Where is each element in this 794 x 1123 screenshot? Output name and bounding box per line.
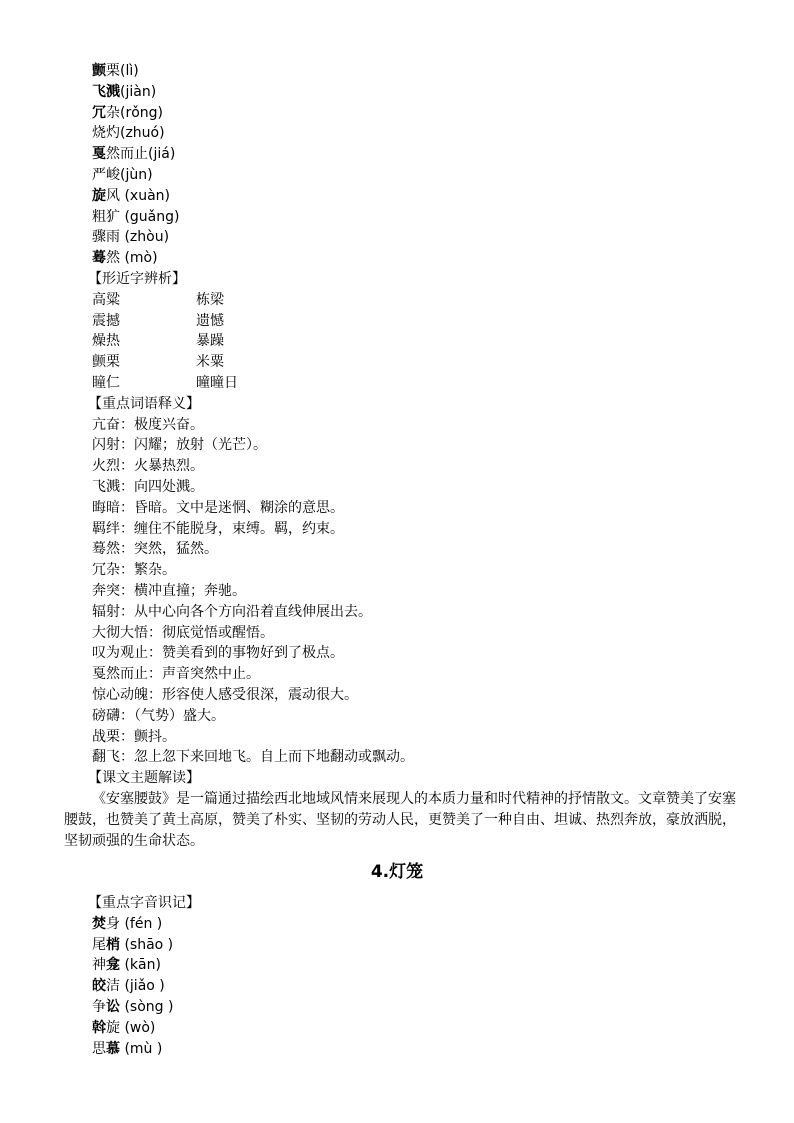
section-heading-zhuti: 【课文主题解读】 [88, 770, 200, 787]
ciyu-list [92, 415, 732, 769]
ciyu-item: 叹为观止：赞美看到的事物好到了极点。 [92, 645, 344, 662]
pinyin-text: 身 (fén ) [106, 915, 163, 932]
pair-word-b: 栋梁 [196, 291, 224, 308]
section-heading-ziyin: 【重点字音识记】 [88, 895, 200, 911]
pinyin-item [92, 207, 732, 228]
pinyin-item [92, 61, 732, 82]
pinyin-text: 然而止(jiá) [106, 146, 176, 163]
ciyu-item: 奔突：横冲直撞；奔驰。 [92, 582, 246, 599]
pinyin-text: 骤雨 (zhòu) [92, 229, 170, 246]
pair-word-a: 震撼 [92, 312, 120, 329]
pinyin-item [92, 82, 732, 103]
pinyin-item [92, 227, 732, 248]
xingjin-pair [92, 290, 732, 311]
pinyin-bold: 旋 [92, 187, 106, 204]
pinyin-text: 洁 (jiǎo ) [106, 978, 165, 995]
pair-word-b: 曈曈日 [196, 374, 238, 391]
pinyin-text: 栗(lì) [106, 63, 139, 79]
ciyu-item: 戛然而止：声音突然中止。 [92, 666, 260, 683]
pinyin-bold: 梢 [106, 936, 120, 953]
ciyu-item: 战栗：颤抖。 [92, 728, 176, 745]
pair-word-a: 高粱 [92, 291, 120, 308]
lesson-title: 4.灯笼 [370, 862, 424, 882]
pinyin-text: 风 (xuàn) [106, 187, 170, 204]
ciyu-item: 亢奋：极度兴奋。 [92, 416, 204, 433]
pinyin-item [92, 914, 732, 935]
pinyin-item [92, 186, 732, 207]
xingjin-pair [92, 352, 732, 373]
pinyin-text: 烧灼(zhuó) [92, 125, 165, 142]
ciyu-item: 磅礴：（气势）盛大。 [92, 707, 225, 724]
section-heading-ciyu: 【重点词语释义】 [88, 395, 200, 412]
pinyin-item [92, 1039, 732, 1060]
pinyin-item [92, 1018, 732, 1039]
pinyin-bold: 戛 [92, 146, 106, 163]
pinyin-bold: 焚 [92, 915, 106, 932]
pinyin-bold: 皎 [92, 978, 106, 995]
pinyin-bold: 蓦 [92, 250, 106, 267]
ciyu-item: 闪射：闪耀；放射（光芒）。 [92, 437, 267, 454]
pinyin-text: 思 [92, 1040, 106, 1057]
pinyin-bold: 慕 [106, 1040, 120, 1057]
pinyin-bold: 颤 [92, 63, 106, 79]
pinyin-text: 然 (mò) [106, 250, 158, 267]
pinyin-bold: 飞溅 [92, 83, 120, 100]
pinyin-list [92, 61, 732, 269]
ciyu-item: 辐射：从中心向各个方向沿着直线伸展出去。 [92, 603, 372, 620]
xingjin-pair [92, 373, 732, 394]
pinyin-item [92, 935, 732, 956]
pinyin-text: 尾 [92, 936, 106, 953]
pinyin-text: (shāo ) [120, 936, 174, 953]
pinyin-list-2 [92, 914, 732, 1060]
pinyin-bold: 斡 [92, 1019, 106, 1036]
pair-word-b: 米粟 [196, 354, 224, 371]
pair-word-b: 遗憾 [196, 312, 224, 329]
ciyu-item: 冗杂：繁杂。 [92, 562, 176, 579]
pair-word-a: 瞳仁 [92, 374, 120, 391]
pinyin-text: (mù ) [120, 1040, 163, 1057]
ciyu-item: 飞溅：向四处溅。 [92, 478, 204, 495]
xingjin-pair [92, 311, 732, 332]
ciyu-item: 大彻大悟：彻底觉悟或醒悟。 [92, 624, 274, 641]
xingjin-pairs [92, 290, 732, 394]
pinyin-text: (sòng ) [120, 998, 174, 1015]
pinyin-bold: 龛 [106, 957, 120, 974]
pinyin-text: (kān) [120, 957, 161, 974]
ciyu-item: 晦暗：昏暗。文中是迷惘、糊涂的意思。 [92, 499, 344, 516]
pinyin-item [92, 103, 732, 124]
pinyin-item [92, 997, 732, 1018]
pinyin-text: 粗犷 (guǎng) [92, 208, 180, 225]
pinyin-text: 旋 (wò) [106, 1019, 156, 1036]
pinyin-bold: 讼 [106, 998, 120, 1015]
theme-paragraph [64, 789, 736, 852]
pinyin-item [92, 123, 732, 144]
ciyu-item: 火烈：火暴热烈。 [92, 458, 204, 475]
pair-word-a: 燥热 [92, 333, 120, 350]
xingjin-pair [92, 331, 732, 352]
pair-word-a: 颤栗 [92, 354, 120, 371]
vocab-block-2 [88, 893, 732, 1059]
pinyin-text: 杂(rǒng) [106, 104, 164, 121]
pinyin-text: 争 [92, 998, 106, 1015]
pinyin-item [92, 165, 732, 186]
pinyin-bold: 冗 [92, 104, 106, 121]
pinyin-text: (jiàn) [120, 83, 157, 100]
vocab-block [88, 61, 732, 789]
pinyin-item [92, 955, 732, 976]
section-heading-xingjin: 【形近字辨析】 [88, 270, 186, 287]
ciyu-item: 惊心动魄：形容使人感受很深，震动很大。 [92, 686, 358, 703]
pinyin-text: 神 [92, 957, 106, 974]
pinyin-item [92, 144, 732, 165]
pinyin-item [92, 976, 732, 997]
theme-text: 《安塞腰鼓》是一篇通过描绘西北地域风情来展现人的本质力量和时代精神的抒情散文。文章赞美了安塞腰鼓，也赞美了黄土高原，赞美了朴实、坚韧的劳动人民，更赞美了一种自由、坦诚、热烈奔放，豪放洒脱，坚韧顽强的生命状态。 [64, 791, 736, 849]
ciyu-item: 翻飞：忽上忽下来回地飞。自上而下地翻动或飘动。 [92, 749, 414, 766]
ciyu-item: 蓦然：突然，猛然。 [92, 541, 218, 558]
pinyin-text: 严峻(jùn) [92, 166, 153, 183]
ciyu-item: 羁绊：缠住不能脱身，束缚。羁，约束。 [92, 520, 344, 537]
pair-word-b: 暴躁 [196, 333, 224, 350]
pinyin-item [92, 248, 732, 269]
